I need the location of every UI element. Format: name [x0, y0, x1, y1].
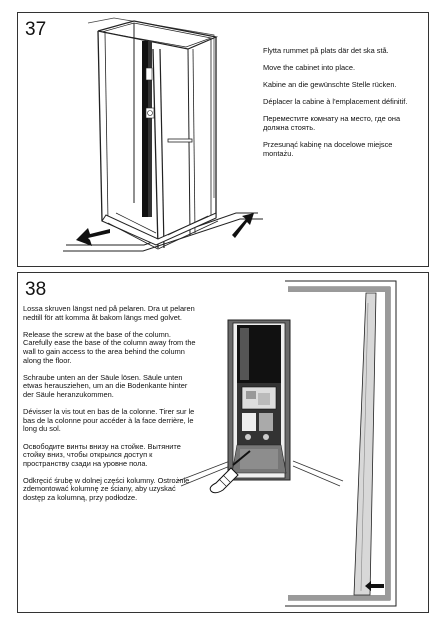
instruction-pl: Odkręcić śrubę w dolnej części kolumny. Ostrożnie zdemontować kolumnę ze ściany, aby uzyskać dostęp za kolumną, przy podłodze. — [23, 475, 190, 503]
column-detail-illustration — [18, 273, 430, 614]
step-number: 37 — [25, 19, 47, 40]
step-number: 38 — [25, 279, 47, 300]
step-37-panel — [17, 12, 429, 267]
instruction-sv: Flytta rummet på plats där det ska stå. — [263, 46, 389, 55]
instruction-en: Move the cabinet into place. — [263, 63, 356, 73]
instruction-fr: Dévisser la vis tout en bas de la colonne. Tirer sur le bas de la colonne pour accéder à la face derrière, le long du sol. — [23, 407, 195, 434]
instruction-pl: Przesunąć kabinę na docelowe miejsce montażu. — [263, 140, 393, 158]
instruction-fr: Déplacer la cabine à l'emplacement définitif. — [263, 97, 408, 107]
arrow-left-icon — [76, 228, 110, 246]
instruction-de: Kabine an die gewünschte Stelle rücken. — [263, 80, 397, 90]
step-38-panel — [17, 272, 429, 613]
instruction-de: Schraube unten an der Säule lösen. Säule unten etwas herausziehen, um an die Bodenkante hinter der Säule heranzukommen. — [23, 372, 188, 399]
instruction-sv: Lossa skruven längst ned på pelaren. Dra ut pelaren nedtill för att komma åt bakom längs med golvet. — [23, 304, 195, 322]
instruction-en: Release the screw at the base of the column. Carefully ease the base of the column away from the wall to gain access to the area behind the column along the floor. — [23, 329, 196, 365]
step-37-instructions — [263, 47, 423, 167]
instruction-ru: Переместите комнату на место, где она должна стоять. — [263, 114, 401, 132]
instruction-ru: Освободите винты внизу на стойке. Вытяните стойку вниз, чтобы открылся доступ к пространству сзади на уровне пола. — [23, 441, 181, 468]
arrow-up-right-icon — [232, 213, 254, 238]
